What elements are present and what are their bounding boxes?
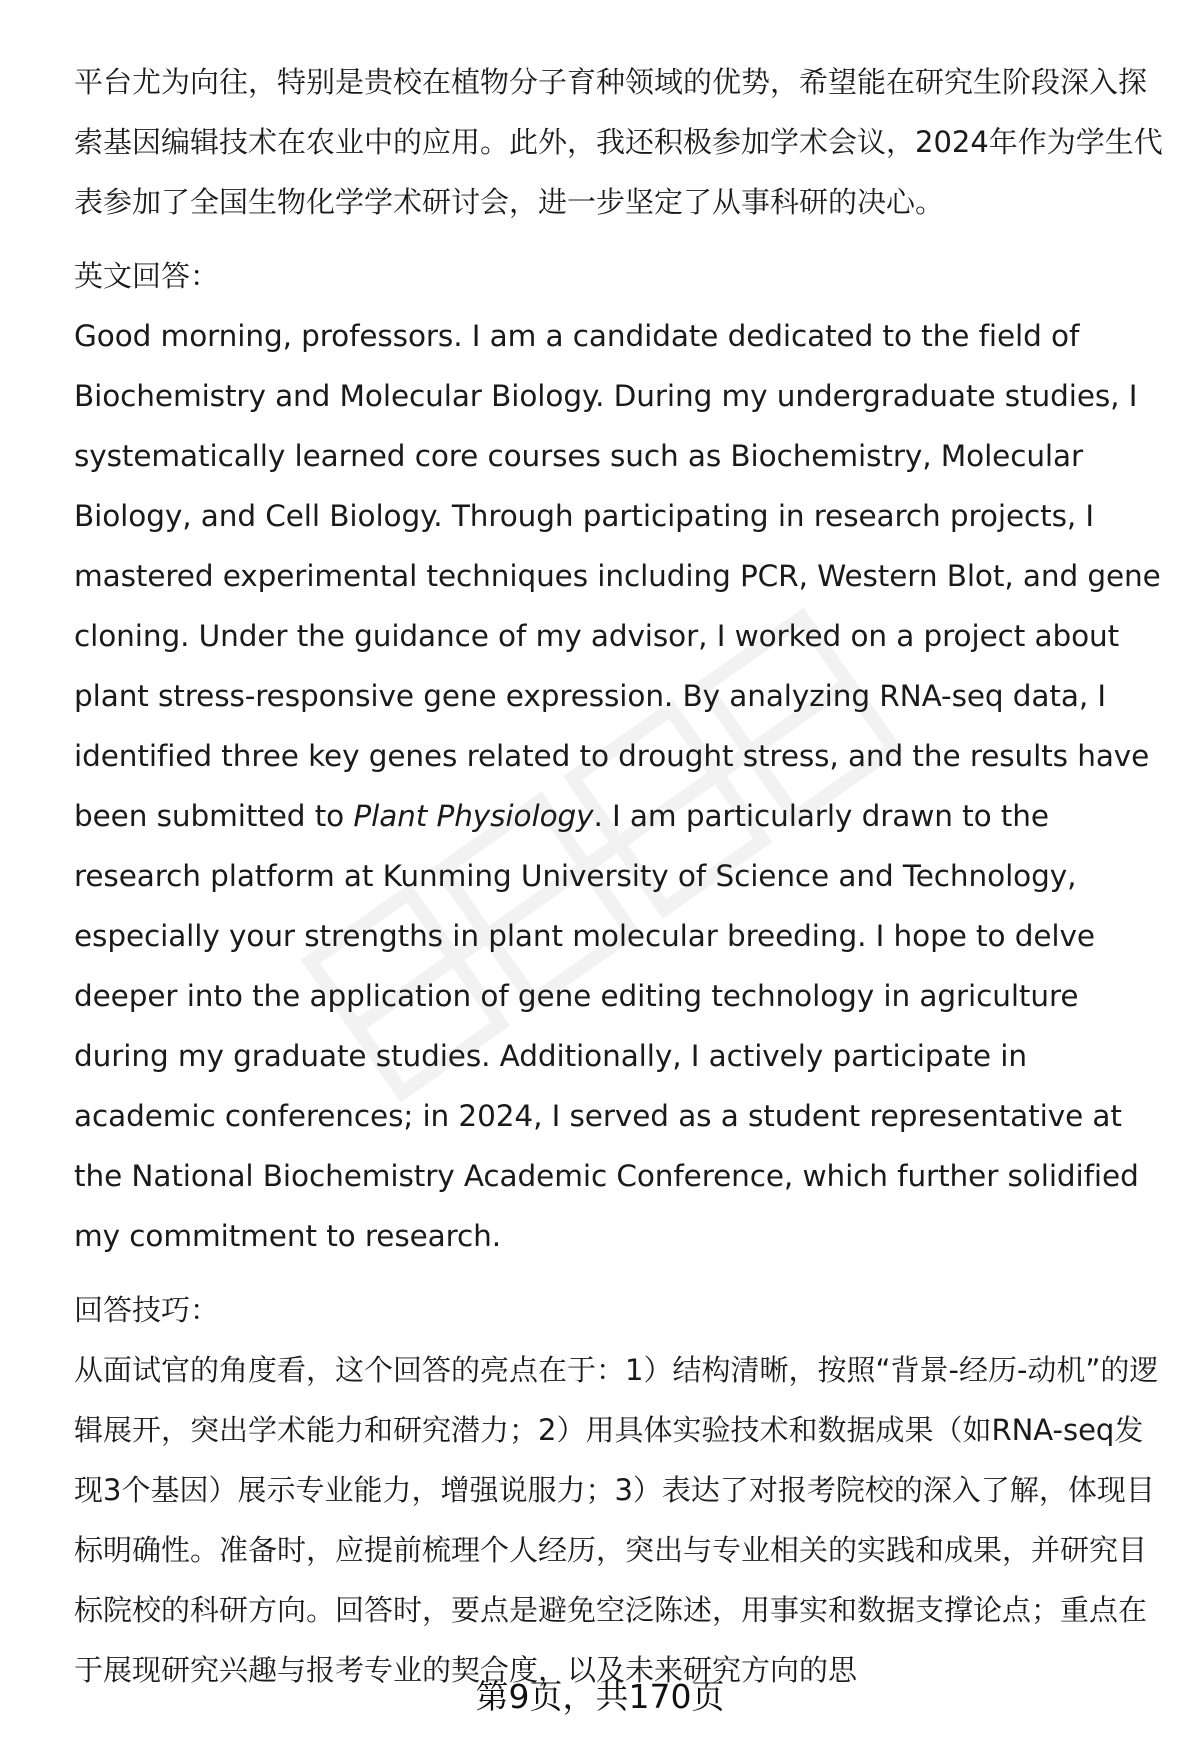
english-answer-text-part1: Good morning, professors. I am a candidate dedicated to the field of Biochemistry and Molecular Biology. During my undergraduate studies, I systematically learned core courses such as Biochemistry, Molecular Biology, and Cell Biology. Through participating in research projects, I mastered experimental techniques including PCR, Western Blot, and gene cloning. Under the guidance of my advisor, I worked on a project about plant stress-responsive gene expression. By analyzing RNA-seq data, I identified three key genes related to drought stress, and the results have been submitted to: [74, 319, 1170, 833]
english-answer-text-part2: . I am particularly drawn to the research platform at Kunming University of Science and Technology, especially your strengths in plant molecular breeding. I hope to delve deeper into the application of gene editing technology in agriculture during my graduate studies. Additionally, I actively participate in academic conferences; in 2024, I served as a student representative at the National Biochemistry Academic Conference, which further solidified my commitment to research.: [74, 799, 1148, 1253]
document-page: [74, 52, 1170, 1700]
tips-heading: 回答技巧：: [74, 1293, 220, 1327]
journal-title: Plant Physiology: [353, 799, 594, 833]
english-answer-paragraph: [74, 306, 1170, 1266]
intro-paragraph: 平台尤为向往，特别是贵校在植物分子育种领域的优势，希望能在研究生阶段深入探索基因编辑技术在农业中的应用。此外，我还积极参加学术会议，2024年作为学生代表参加了全国生物化学学术研讨会，进一步坚定了从事科研的决心。: [74, 65, 1163, 219]
tips-paragraph: 从面试官的角度看，这个回答的亮点在于：1）结构清晰，按照“背景-经历-动机”的逻辑展开，突出学术能力和研究潜力；2）用具体实验技术和数据成果（如RNA-seq发现3个基因）展示专业能力，增强说服力；3）表达了对报考院校的深入了解，体现目标明确性。准备时，应提前梳理个人经历，突出与专业相关的实践和成果，并研究目标院校的科研方向。回答时，要点是避免空泛陈述，用事实和数据支撑论点；重点在于展现研究兴趣与报考专业的契合度，以及未来研究方向的思: [74, 1353, 1159, 1687]
page-number-footer: 第9页，共170页: [475, 1677, 725, 1716]
english-answer-heading: 英文回答：: [74, 259, 220, 293]
